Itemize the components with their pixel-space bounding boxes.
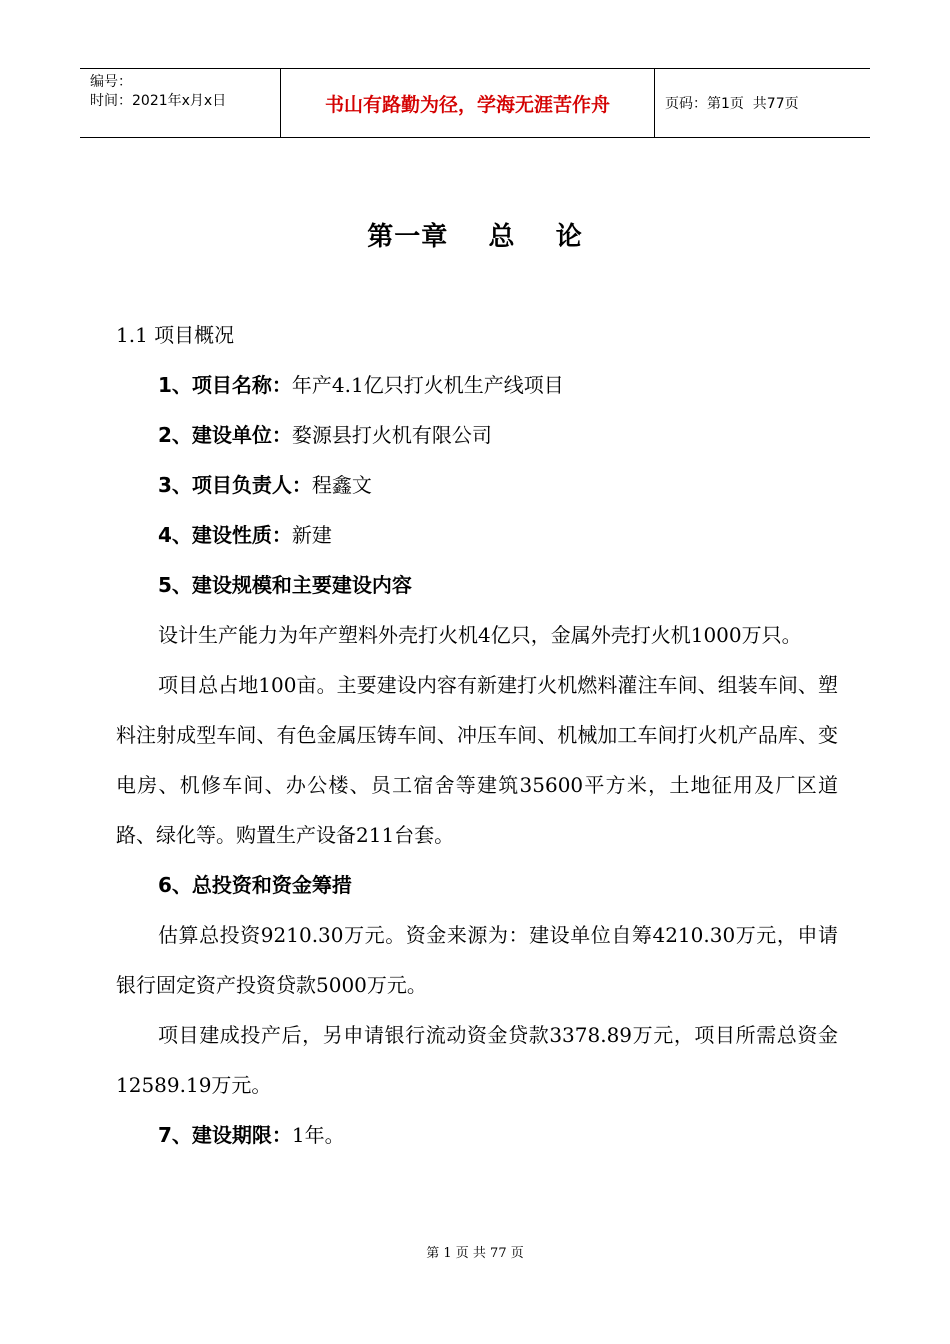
header-table bbox=[80, 68, 870, 138]
motto: 书山有路勤为径，学海无涯苦作舟 bbox=[324, 93, 610, 116]
paragraph: 估算总投资9210.30万元。资金来源为：建设单位自筹4210.30万元，申请银行固定资产投资贷款5000万元。 bbox=[116, 923, 838, 997]
item-value: 婺源县打火机有限公司 bbox=[291, 423, 492, 447]
date-label: 时间：2021年x月x日 bbox=[90, 93, 227, 109]
item-investment bbox=[116, 860, 838, 910]
header-page-cell bbox=[655, 69, 870, 137]
item-label: 6、总投资和资金筹措 bbox=[158, 873, 352, 897]
header-meta-cell bbox=[80, 69, 281, 137]
item-value: 新建 bbox=[291, 523, 332, 547]
item-construction-unit bbox=[116, 410, 838, 460]
item-label: 4、建设性质： bbox=[158, 523, 292, 547]
item-construction-nature bbox=[116, 510, 838, 560]
item-label: 2、建设单位： bbox=[158, 423, 292, 447]
item-label: 5、建设规模和主要建设内容 bbox=[158, 573, 412, 597]
item-value: 年产4.1亿只打火机生产线项目 bbox=[291, 373, 564, 397]
section-heading: 1.1 项目概况 bbox=[116, 323, 235, 347]
paragraph: 设计生产能力为年产塑料外壳打火机4亿只，金属外壳打火机1000万只。 bbox=[158, 623, 802, 647]
footer-page-number: 第 1 页 共 77 页 bbox=[426, 1246, 524, 1261]
item-label: 7、建设期限： bbox=[158, 1123, 292, 1147]
item-construction-period bbox=[116, 1110, 838, 1160]
paragraph: 项目总占地100亩。主要建设内容有新建打火机燃料灌注车间、组装车间、塑料注射成型车间、有色金属压铸车间、冲压车间、机械加工车间打火机产品库、变电房、机修车间、办公楼、员工宿舍等建筑35600平方米，土地征用及厂区道路、绿化等。购置生产设备211台套。 bbox=[116, 673, 838, 847]
item-construction-scale bbox=[116, 560, 838, 610]
page-info: 页码：第1页 共77页 bbox=[665, 96, 799, 112]
item-value: 1年。 bbox=[291, 1123, 345, 1147]
header-motto-cell bbox=[281, 69, 655, 137]
chapter-title bbox=[0, 216, 950, 253]
paragraph: 项目建成投产后，另申请银行流动资金贷款3378.89万元，项目所需总资金12589.19万元。 bbox=[116, 1023, 838, 1097]
item-label: 3、项目负责人： bbox=[158, 473, 312, 497]
item-label: 1、项目名称： bbox=[158, 373, 292, 397]
document-body bbox=[116, 310, 838, 1160]
page-footer bbox=[0, 1242, 950, 1261]
item-project-name bbox=[116, 360, 838, 410]
item-project-leader bbox=[116, 460, 838, 510]
item-value: 程鑫文 bbox=[311, 473, 372, 497]
code-label: 编号： bbox=[90, 74, 132, 90]
chapter-title-text: 第一章 总 论 bbox=[367, 222, 583, 252]
